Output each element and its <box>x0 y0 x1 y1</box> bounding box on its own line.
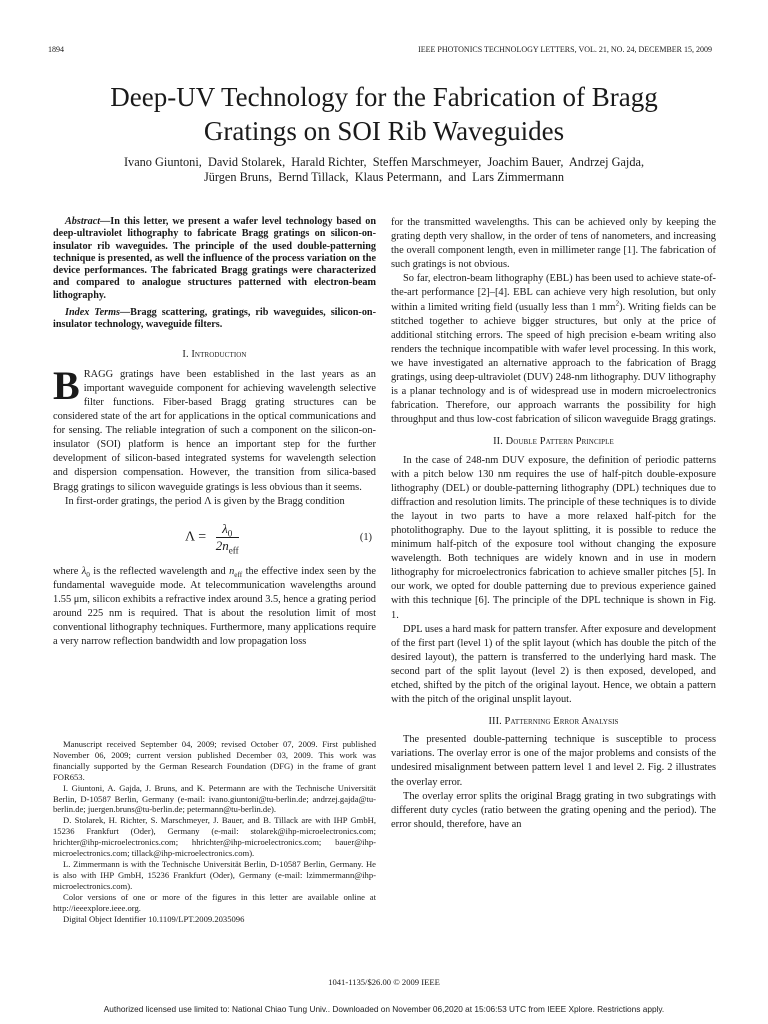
footnote-affiliation-zimmermann: L. Zimmermann is with the Technische Universität Berlin, D-10587 Berlin, Germany. He is also with IHP GmbH, 15236 Frankfurt (Oder), Germany (e-mail: lzimmermann@ihp-microelectronics.com). <box>53 858 376 891</box>
equation-number: (1) <box>359 531 372 543</box>
running-head: IEEE PHOTONICS TECHNOLOGY LETTERS, VOL. 21, NO. 24, DECEMBER 15, 2009 <box>418 45 712 54</box>
authors-line-1: Ivano Giuntoni, David Stolarek, Harald Richter, Steffen Marschmeyer, Joachim Bauer, Andrzej Gajda, <box>123 155 645 169</box>
abstract-text: In this letter, we present a wafer level technology based on deep-ultraviolet lithography to fabricate Bragg gratings on silicon-on-insulator rib waveguides. The principle of the used double-patterning technique is presented, as well the influence of the process variation on the device performances. The fabricated Bragg gratings were characterized and compared to analogue structures patterned with electron-beam lithography. <box>53 216 376 301</box>
intro-paragraph-2: In first-order gratings, the period Λ is given by the Bragg condition <box>65 495 345 507</box>
equation-denominator: $2n_{eff}$ <box>215 537 239 556</box>
equation-lhs: Λ = <box>185 529 207 545</box>
paper-title <box>0 80 768 148</box>
abstract-label: Abstract— <box>65 216 111 227</box>
footnotes <box>53 739 376 924</box>
equation-fraction <box>216 521 239 554</box>
equation-numerator: $\lambda_0$ <box>216 521 239 538</box>
intro-paragraph-1 <box>53 362 376 495</box>
footnote-manuscript: Manuscript received September 04, 2009; revised October 07, 2009. First published November 06, 2009; current version published December 03, 2009. This work was financially supported by the German Research Foundation (DFG) in the frame of grant FOR653. <box>53 739 376 782</box>
right-paragraph-3: In the case of 248-nm DUV exposure, the definition of periodic patterns with a pitch below 130 nm requires the use of half-pitch double-exposure lithography (DEL) or double-patterning lithography (DPL) techniques due to diffraction and resolution limits. The principle of these techniques is to divide the layout in two parts to have a more relaxed half-pitch for the photolithography. Due to the layout splitting, it is possible to reduce the minimum half-pitch of the exposure tool without changing the exposure wavelength. Both techniques are widely known and in use in modern lithography for microelectronics fabrication to achieve smaller pitches [5]. In our work, we opted for double patterning due to previous experience gained with this technique [6]. The principle of the DPL technique is shown in Fig. 1. <box>391 454 716 621</box>
title-line-2: Gratings on SOI Rib Waveguides <box>203 116 565 146</box>
right-paragraph-6: The overlay error splits the original Bragg grating in two subgratings with different duty cycles (ratio between the grating opening and the period). The error should, therefore, have an <box>391 790 716 830</box>
title-line-1: Deep-UV Technology for the Fabrication of Bragg <box>110 82 658 112</box>
abstract <box>53 216 376 302</box>
index-terms-text: Bragg scattering, gratings, rib waveguides, silicon-on-insulator technology, waveguide filters. <box>53 307 376 331</box>
left-column <box>53 216 376 649</box>
section-heading-introduction: I. Introduction <box>182 348 247 360</box>
authors-line-2: Jürgen Bruns, Bernd Tillack, Klaus Petermann, and Lars Zimmermann <box>203 170 565 184</box>
right-paragraph-5: The presented double-patterning technique is susceptible to process variations. The overlay error is one of the major problems and consists of the undesired misalignment between pattern level 1 and level 2. Fig. 2 illustrates the overlay error. <box>391 734 716 788</box>
right-paragraph-2: So far, electron-beam lithography (EBL) has been used to achieve state-of-the-art performance [2]–[4]. EBL can achieve very high resolution, but only within a limited writing field (usually less than 1 $mm^2$). Writing fields can be stitched together to achieve bigger structures, but only at the price of additional stitching errors. The speed of high precision e-beam writing also renders the technique incompatible with wafer level processing. In this work, we have investigated an alternative approach to the fabrication of Bragg gratings, using deep-ultraviolet (DUV) 248-nm lithography. DUV lithography is a planar technology and is of widespread use in modern microelectronics fabrication. Therefore, our approach warrants the possibility for high throughput and thus low-cost fabrication of silicon waveguide Bragg gratings. <box>391 273 716 426</box>
intro-paragraph-3: where $\lambda_0$ is the reflected wavelength and $n_{eff}$ the effective index seen by the fundamental waveguide mode. At telecommunication wavelengths around 1.55 μm, silicon exhibits a refractive index around 3.5, hence a grating period around 225 nm is required. That is about the resolution limit of most conventional lithography techniques. Furthermore, many applications require a very narrow reflection bandwidth and low propagation loss <box>53 565 376 648</box>
right-paragraph-4: DPL uses a hard mask for pattern transfer. After exposure and development of the first part (level 1) of the split layout (which has double the pitch of the desired layout), the pattern is transferred to the underlying hard mask. The second part of the split layout (level 2) is then exposed, developed, and etched, shifted by the pitch of the original layout. Hence, we obtain a pattern with the pitch of the original unsplit layout. <box>391 623 716 706</box>
footnote-affiliation-ihp: D. Stolarek, H. Richter, S. Marschmeyer, J. Bauer, and B. Tillack are with IHP GmbH, 15236 Frankfurt (Oder), Germany (e-mail: stolarek@ihp-microelectronics.com; hrichter@ihp-microelectronics.com; hhrichter@ihp-microelectronics.com; bauer@ihp-microelectronics.com; tillack@ihp-microelectronics.com). <box>53 815 376 859</box>
equation-1 <box>53 517 376 561</box>
page-number: 1894 <box>48 45 64 54</box>
equation-body <box>185 521 239 554</box>
authorization-notice: Authorized licensed use limited to: National Chiao Tung Univ.. Downloaded on November 06,2020 at 15:06:53 UTC from IEEE Xplore. Restrictions apply. <box>103 1004 665 1014</box>
footnote-color-figures: Color versions of one or more of the figures in this letter are available online at http://ieeexplore.ieee.org. <box>53 891 376 913</box>
right-paragraph-1: for the transmitted wavelengths. This can be achieved only by keeping the grating depth very shallow, in the order of tens of nanometers, and increasing the overall component length, even in millimeter range [1]. The fabrication of such gratings is not obvious. <box>391 217 716 271</box>
footnote-doi: Digital Object Identifier 10.1109/LPT.2009.2035096 <box>63 913 245 924</box>
drop-cap: B <box>53 362 80 408</box>
index-terms-label: Index Terms— <box>65 307 131 319</box>
section-heading-patterning-error: III. Patterning Error Analysis <box>488 716 619 728</box>
section-heading-double-pattern: II. Double Pattern Principle <box>493 436 614 448</box>
intro-lead-word: RAGG <box>83 368 114 380</box>
intro-paragraph-1-text: gratings have been established in the last years as an important waveguide component for achieving wavelength selective filter functions. Fiber-based Bragg grating structures can be considered state of the art for applications in the optical communications and for sensing. The reliable integration of such a component on the silicon-on-insulator (SOI) platform is hence an important step for the further development of silicon-based integrated systems for wavelength selection and dispersion compensation. However, the transition from silica-based Bragg gratings to silicon waveguide gratings is less obvious than it seems. <box>53 368 376 493</box>
index-terms <box>53 307 376 332</box>
right-column <box>391 216 716 832</box>
footnote-affiliation-tu-berlin: I. Giuntoni, A. Gajda, J. Bruns, and K. Petermann are with the Technische Universität Berlin, D-10587 Berlin, Germany (e-mail: ivano.giuntoni@tu-berlin.de; andrzej.gajda@tu-berlin.de; juergen.bruns@tu-berlin.de; petermann@tu-berlin.de). <box>53 782 376 815</box>
copyright-line: 1041-1135/$26.00 © 2009 IEEE <box>328 977 440 987</box>
author-list <box>60 155 708 185</box>
